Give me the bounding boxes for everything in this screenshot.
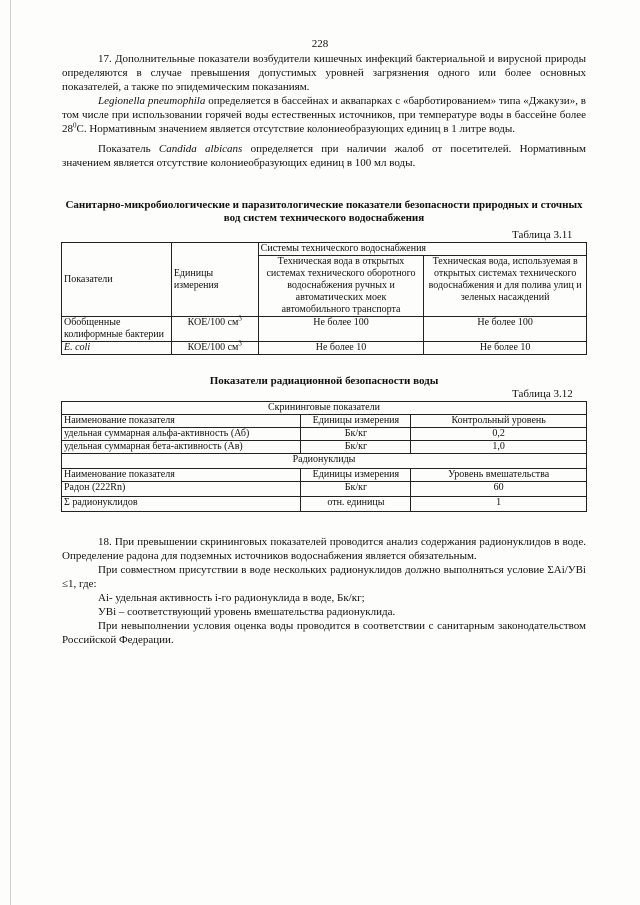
table-row	[62, 482, 587, 497]
screening-header: Скрининговые показатели	[62, 402, 587, 415]
row-name: удельная суммарная бета-активность (Ав)	[62, 441, 301, 454]
row-unit: Бк/кг	[301, 428, 411, 441]
row-value-b: Не более 100	[424, 317, 587, 342]
row-value: 0,2	[411, 428, 587, 441]
table-row	[62, 428, 587, 441]
header-unit: Единицы измерения	[301, 415, 411, 428]
row-value: 1	[411, 497, 587, 512]
page-number: 228	[311, 38, 329, 50]
row-name: Радон (222Rn)	[62, 482, 301, 497]
unit-sup: 3	[238, 314, 242, 323]
header-units: Единицы измерения	[171, 243, 258, 317]
table-3-12-caption: Таблица 3.12	[512, 388, 573, 400]
row-unit: отн. единицы	[301, 497, 411, 512]
header-col-a: Техническая вода в открытых системах технического оборотного водоснабжения ручных и автоматических моек автомобильного транспорта	[258, 256, 424, 317]
header-name: Наименование показателя	[62, 415, 301, 428]
header-unit-2: Единицы измерения	[301, 469, 411, 482]
row-value: 1,0	[411, 441, 587, 454]
definition-uvi: УВi – соответствующий уровень вмешательства радионуклида.	[98, 606, 396, 618]
row-value-a: Не более 100	[258, 317, 424, 342]
row-name: Обобщенные колиформные бактерии	[62, 317, 172, 342]
table-row	[62, 441, 587, 454]
table-row	[62, 317, 587, 342]
table-3-11-caption: Таблица 3.11	[512, 229, 573, 241]
legionella-text-2: С. Нормативным значением является отсутствие колониеобразующих единиц в 1 литре воды.	[76, 123, 515, 135]
row-unit: Бк/кг	[301, 441, 411, 454]
unit-text: КОЕ/100 см	[187, 317, 239, 328]
row-unit	[171, 314, 258, 342]
row-name: E. coli	[62, 342, 172, 355]
header-col-b: Техническая вода, используемая в открытых системах технического водоснабжения и для полива улиц и зеленых насаждений	[424, 256, 587, 317]
legionella-name: Legionella pneumophila	[98, 95, 206, 107]
unit-sup: 3	[238, 339, 242, 348]
radio-header: Радионуклиды	[62, 454, 587, 469]
scan-edge	[10, 0, 11, 905]
header-control: Контрольный уровень	[411, 415, 587, 428]
definition-ai: Ai- удельная активность i-го радионуклида в воде, Бк/кг;	[98, 592, 365, 604]
candida-text: определяется при наличии жалоб от посетителей. Нормативным значением является отсутствие колониеобразующих единиц в 100 мл воды.	[62, 143, 586, 169]
paragraph-17: 17. Дополнительные показатели возбудители кишечных инфекций бактериальной и вирусной природы определяются в случае превышения допустимых уровней загрязнения одного или более основных показателей, а также по эпидемическим показаниям.	[62, 53, 586, 93]
paragraph-18: 18. При превышении скрининговых показателей проводится анализ содержания радионуклидов в воде. Определение радона для подземных источников водоснабжения является обязательным.	[62, 536, 586, 562]
row-value-b: Не более 10	[424, 342, 587, 355]
candida-name: Candida albicans	[158, 143, 243, 155]
row-name: удельная суммарная альфа-активность (Аб)	[62, 428, 301, 441]
unit-text: КОЕ/100 см	[187, 342, 239, 353]
header-indicators: Показатели	[62, 243, 172, 317]
paragraph-candida	[62, 142, 586, 170]
row-unit	[171, 339, 258, 355]
paragraph-18b: При совместном присутствии в воде нескольких радионуклидов должно выполняться условие ΣAi/УВi ≤1, где:	[62, 564, 586, 590]
degree-sup: 0	[73, 121, 77, 130]
closing-text	[62, 535, 586, 647]
legionella-text: определяется в бассейнах и аквапарках с «барботированием» типа «Джакузи», в том числе при использовании горячей воды естественных источников, при температуре воды в бассейне более 28	[62, 95, 586, 135]
paragraph-last: При невыполнении условия оценка воды проводится в соответствии с санитарным законодательством Российской Федерации.	[62, 620, 586, 646]
row-value-a: Не более 10	[258, 342, 424, 355]
table-3-12	[61, 401, 587, 512]
intro-text	[62, 52, 586, 170]
header-intervention: Уровень вмешательства	[411, 469, 587, 482]
candida-pre: Показатель	[98, 143, 159, 155]
table-3-11	[61, 242, 587, 355]
heading-table-3-11: Санитарно-микробиологические и паразитологические показатели безопасности природных и сточных вод систем технического водоснабжения	[65, 199, 583, 224]
table-row	[62, 342, 587, 355]
header-systems: Системы технического водоснабжения	[258, 243, 586, 256]
row-value: 60	[411, 482, 587, 497]
paragraph-legionella	[62, 94, 586, 136]
row-name: Σ радионуклидов	[62, 497, 301, 512]
table-row	[62, 497, 587, 512]
heading-table-3-12: Показатели радиационной безопасности воды	[209, 375, 439, 387]
header-name-2: Наименование показателя	[62, 469, 301, 482]
row-unit: Бк/кг	[301, 482, 411, 497]
